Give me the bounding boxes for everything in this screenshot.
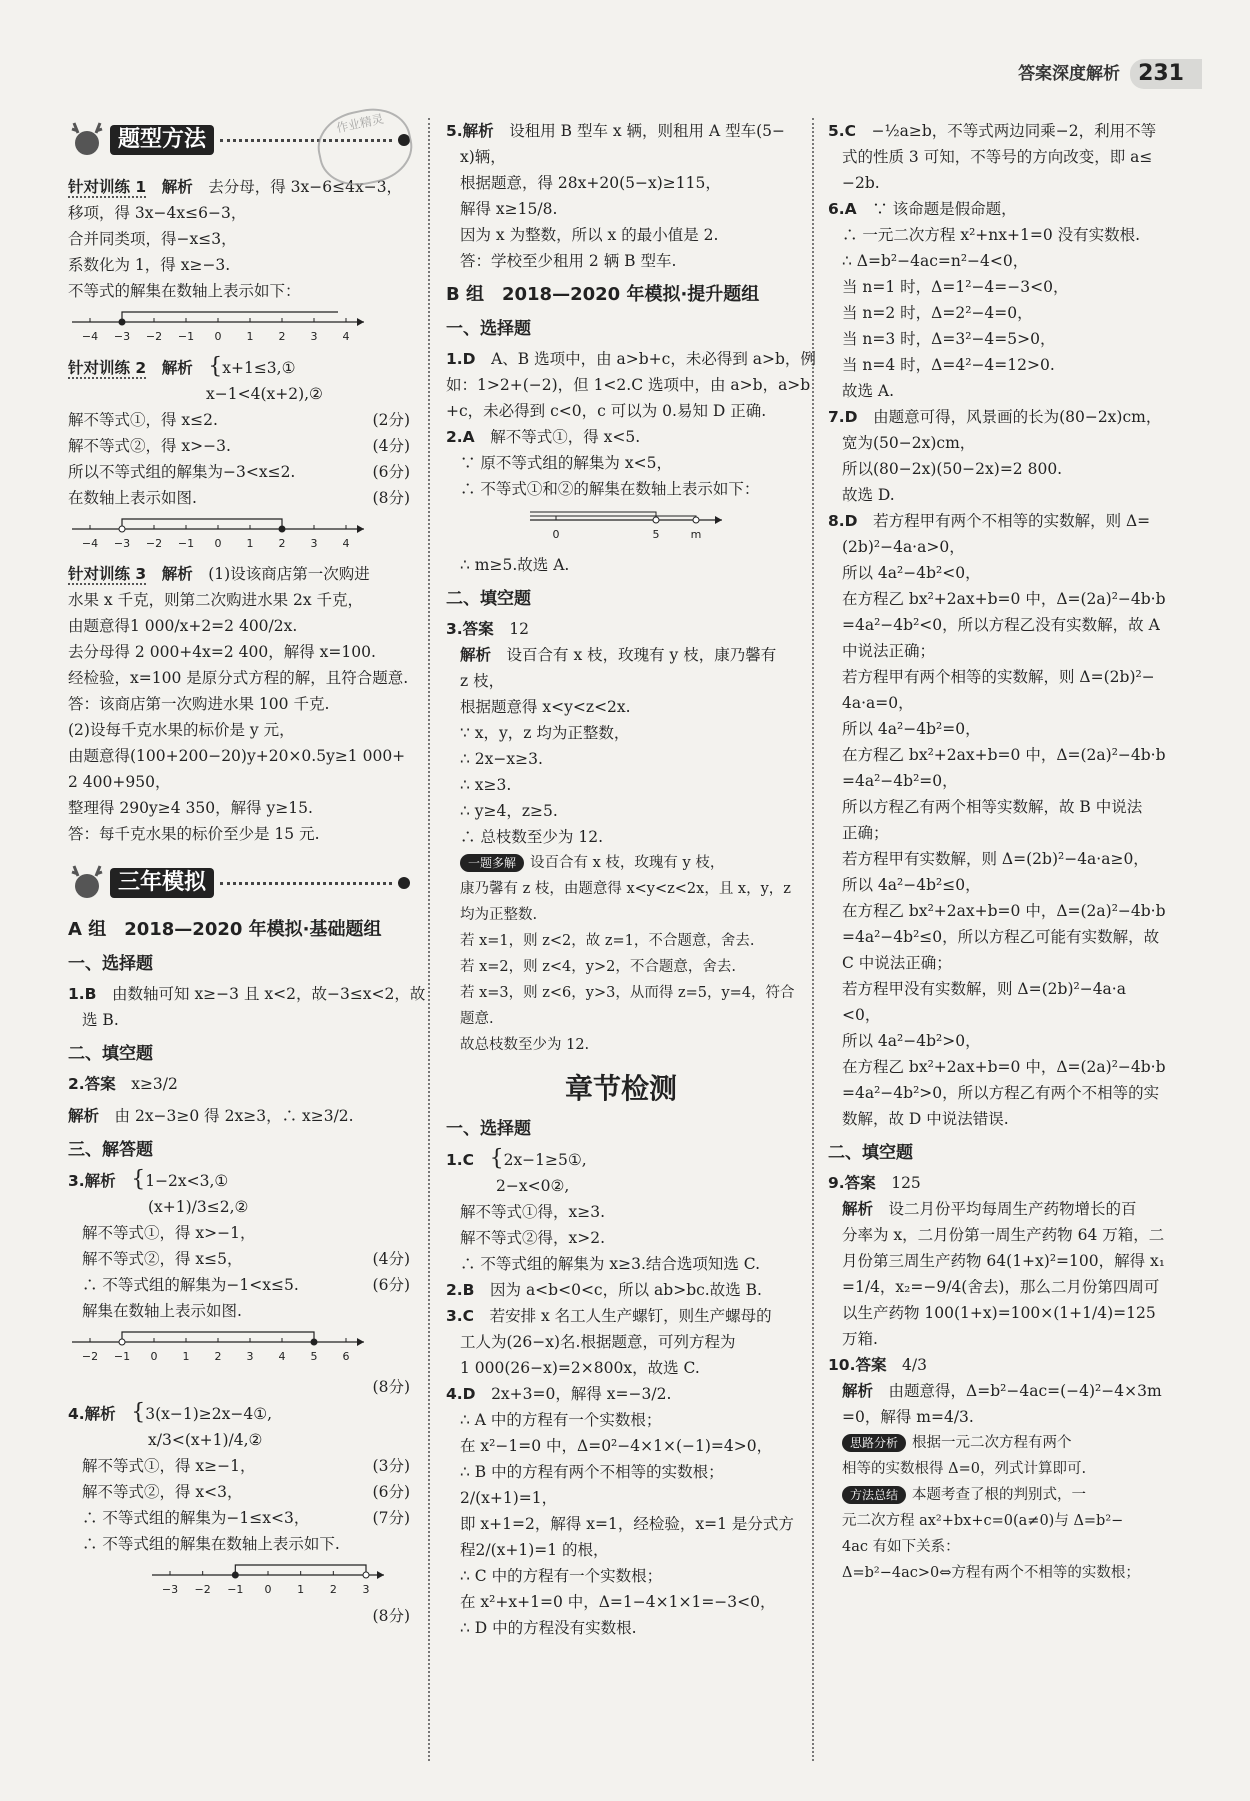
- column-3: 5.C −½a≥b，不等式两边同乘−2，利用不等 式的性质 3 可知，不等号的方向改变，即 a≤ −2b. 6.A ∵ 该命题是假命题， ∴ 一元二次方程 x²+nx+1=0 没有实数根. ∴ Δ=b²−4ac=n²−4<0， 当 n=1 时，Δ=1²−4=−3<0， 当 n=2 时，Δ=2²−4=0， 当 n=3 时，Δ=3²−4=5>0， 当 n=4 时，Δ=4²−4=12>0. 故选 A. 7.D 由题意可得，风景画的长为(80−2x)cm， 宽为(50−2x)cm， 所以(80−2x)(50−2x)=2 800. 故选 D. 8.D 若方程甲有两个不相等的实数解，则 Δ= (2b)²−4a·a>0， 所以 4a²−4b²<0， 在方程乙 bx²+2ax+b=0 中，Δ=(2a)²−4b·b =4a²−4b²<0，所以方程乙没有实数解，故 A 中说法正确； 若方程甲有两个相等的实数解，则 Δ=(2b)²− 4a·a=0， 所以 4a²−4b²=0， 在方程乙 bx²+2ax+b=0 中，Δ=(2a)²−4b·b =4a²−4b²=0， 所以方程乙有两个相等实数解，故 B 中说法 正确； 若方程甲有实数解，则 Δ=(2b)²−4a·a≥0， 所以 4a²−4b²≤0， 在方程乙 bx²+2ax+b=0 中，Δ=(2a)²−4b·b =4a²−4b²≤0，所以方程乙可能有实数解，故 C 中说法正确； 若方程甲没有实数解，则 Δ=(2b)²−4a·a <0， 所以 4a²−4b²>0， 在方程乙 bx²+2ax+b=0 中，Δ=(2a)²−4b·b =4a²−4b²>0，所以方程乙有两个不相等的实 数解，故 D 中说法错误. 二、填空题 9.答案 125 解析 设二月份平均每周生产药物增长的百 分率为 x，二月份第一周生产药物 64 万箱，二 月份第三周生产药物 64(1+x)²=100，解得 x₁ =1/4，x₂=−9/4(舍去)，那么二月份第四周可 以生产药物 100(1+x)=100×(1+1/4)=125 万箱. 10.答案 4/3 解析 由题意得，Δ=b²−4ac=(−4)²−4×3m =0，解得 m=4/3. 思路分析 根据一元二次方程有两个 相等的实数根得 Δ=0，列式计算即可. 方法总结 本题考查了根的判别式，一 元二次方程 ax²+bx+c=0(a≠0)与 Δ=b²− 4ac 有如下关系： Δ=b²−4ac>0⇔方程有两个不相等的实数根；: [828, 118, 1178, 1586]
- column-divider: [428, 118, 430, 1761]
- tick-label: 4: [342, 330, 350, 343]
- endpoint: [232, 1572, 238, 1578]
- header-title: 答案深度解析: [1018, 64, 1121, 84]
- section-heading: 二、填空题: [828, 1143, 913, 1163]
- tick-label: 0: [150, 1350, 158, 1363]
- tick-label: −2: [81, 1350, 99, 1363]
- tick-label: 2: [278, 537, 286, 550]
- tick-label: −1: [177, 537, 195, 550]
- section-banner-mock: [68, 861, 410, 905]
- arrow-icon: [357, 1338, 364, 1346]
- tick-label: −3: [161, 1583, 179, 1595]
- tick-label: −1: [227, 1583, 244, 1595]
- column-1: 题型方法 作业精灵 针对训练 1 解析 去分母，得 3x−6≤4x−3， 移项，得 3x−4x≤6−3， 合并同类项，得−x≤3， 系数化为 1，得 x≥−3. 不等式的解集在数轴上表示如下： −4 −3 −2 −1 0 1 2 3 4 针对训练 2 解析 {x+1≤3,① x−1<4(x+2),② 解不等式①，得 x≤2. (2分) 解不等式②，得 x>−3. (4分) 所以不等式组的解集为−3<x≤2. (6分) 在数轴上表示如图. (8分) −4 −3 −2 −1 0 1 2 3 4 针对训练 3 解析 (1)设该商店第一次购进 水果 x 千克，则第二次购进水果 2x 千克， 由题意得1 000/x+2=2 400/2x. 去分母得 2 000+4x=2 400，解得 x=100. 经检验，x=100 是原分式方程的解，且符合题意. 答：该商店第一次购进水果 100 千克. (2)设每千克水果的标价是 y 元， 由题意得(100+200−20)y+20×0.5y≥1 000+ 2 400+950， 整理得 290y≥4 350，解得 y≥15. 答：每千克水果的标价至少是 15 元. 三年模拟 A 组 2018—2020 年模拟·基础题组 一、选择题 1.B 由数轴可知 x≥−3 且 x<2，故−3≤x<2，故 选 B. 二、填空题 2.答案 x≥3/2 解析 由 2x−3≥0 得 2x≥3，∴ x≥3/2. 三、解答题 3.解析 {1−2x<3,① (x+1)/3≤2,② 解不等式①，得 x>−1， 解不等式②，得 x≤5， (4分) ∴ 不等式组的解集为−1<x≤5. (6分) 解集在数轴上表示如图. −2 −1 0 1 2 3 4 5 6 (8分) 4.解析 {3(x−1)≥2x−4①, x/3<(x+1)/4,② 解不等式①，得 x≥−1， (3分) 解不等式②，得 x<3， (6分) ∴ 不等式组的解集为−1≤x<3， (7分) ∴ 不等式组的解集在数轴上表示如下. −3 −2 −1 0 1 2 3 (8分): [68, 118, 410, 1629]
- tick-label: −3: [113, 537, 131, 550]
- page-header: [1018, 56, 1202, 92]
- column-2: 5.解析 设租用 B 型车 x 辆，则租用 A 型车(5− x)辆， 根据题意，得 28x+20(5−x)≥115， 解得 x≥15/8. 因为 x 为整数，所以 x 的最小值是 2. 答：学校至少租用 2 辆 B 型车. B 组 2018—2020 年模拟·提升题组 一、选择题 1.D A、B 选项中，由 a>b+c，未必得到 a>b，例 如：1>2+(−2)，但 1<2.C 选项中，由 a>b，a>b +c，未必得到 c<0，c 可以为 0.易知 D 正确. 2.A 解不等式①，得 x<5. ∵ 原不等式组的解集为 x<5， ∴ 不等式①和②的解集在数轴上表示如下： 0 5 m ∴ m≥5.故选 A. 二、填空题 3.答案 12 解析 设百合有 x 枝，玫瑰有 y 枝，康乃馨有 z 枝， 根据题意得 x<y<z<2x. ∵ x，y，z 均为正整数， ∴ 2x−x≥3. ∴ x≥3. ∴ y≥4，z≥5. ∴ 总枝数至少为 12. 一题多解 设百合有 x 枝，玫瑰有 y 枝， 康乃馨有 z 枝，由题意得 x<y<z<2x，且 x，y，z 均为正整数. 若 x=1，则 z<2，故 z=1，不合题意，舍去. 若 x=2，则 z<4，y>2，不合题意，舍去. 若 x=3，则 z<6，y>3，从而得 z=5，y=4，符合 题意. 故总枝数至少为 12. 章节检测 一、选择题 1.C {2x−1≥5①, 2−x<0②, 解不等式①得，x≥3. 解不等式②得，x>2. ∴ 不等式组的解集为 x≥3.结合选项知选 C. 2.B 因为 a<b<0<c，所以 ab>bc.故选 B. 3.C 若安排 x 名工人生产螺钉，则生产螺母的 工人为(26−x)名.根据题意，可列方程为 1 000(26−x)=2×800x，故选 C. 4.D 2x+3=0，解得 x=−3/2. ∴ A 中的方程有一个实数根； 在 x²−1=0 中，Δ=0²−4×1×(−1)=4>0， ∴ B 中的方程有两个不相等的实数根； 2/(x+1)=1， 即 x+1=2，解得 x=1，经检验，x=1 是分式方 程2/(x+1)=1 的根， ∴ C 中的方程有一个实数根； 在 x²+x+1=0 中，Δ=1−4×1×1=−3<0， ∴ D 中的方程没有实数根.: [446, 122, 816, 1637]
- section-heading: 一、选择题: [446, 319, 531, 339]
- thinking-analysis-box: 思路分析 根据一元二次方程有两个 相等的实数根得 Δ=0，列式计算即可.: [842, 1435, 1087, 1477]
- arrow-icon: [715, 516, 722, 524]
- banner-title: 三年模拟: [110, 868, 214, 898]
- tick-label: 6: [342, 1350, 350, 1363]
- endpoint: [279, 526, 285, 532]
- arrow-icon: [377, 1571, 384, 1579]
- tick-label: −3: [113, 330, 131, 343]
- chapter-test-title: 章节检测: [564, 1072, 677, 1105]
- tick-label: −2: [145, 537, 163, 550]
- number-line-5: [526, 508, 726, 544]
- reindeer-icon: [68, 864, 106, 902]
- number-line-3: [68, 1330, 368, 1366]
- section-heading: 二、填空题: [68, 1044, 153, 1064]
- endpoint: [119, 319, 125, 325]
- number-line-1: [68, 310, 368, 346]
- tick-label: 2: [329, 1583, 337, 1595]
- tick-label: −4: [81, 330, 99, 343]
- number-line-2: [68, 517, 368, 553]
- endpoint: [311, 1339, 317, 1345]
- group-b-title: B 组 2018—2020 年模拟·提升题组: [446, 284, 760, 305]
- multi-solution-box: 一题多解 设百合有 x 枝，玫瑰有 y 枝， 康乃馨有 z 枝，由题意得 x<y<z<2x，且 x，y，z 均为正整数. 若 x=1，则 z<2，故 z=1，不合题意，舍去. 若 x=2，则 z<4，y>2，不合题意，舍去. 若 x=3，则 z<6，y>3，从而得 z=5，y=4，符合 题意. 故总枝数至少为 12.: [460, 855, 795, 1053]
- section-heading: 一、选择题: [446, 1119, 531, 1139]
- tick-label: 3: [310, 330, 318, 343]
- endpoint: [119, 1339, 125, 1345]
- tick-label: 5: [310, 1350, 318, 1363]
- endpoint: [653, 517, 659, 523]
- solution-range: [122, 519, 282, 529]
- tick-label: 1: [182, 1350, 190, 1363]
- tick-label: 1: [246, 330, 254, 343]
- endpoint: [363, 1572, 369, 1578]
- tick-label: −4: [81, 537, 99, 550]
- page-number: 231: [1130, 59, 1202, 89]
- tick-label: 0: [214, 537, 222, 550]
- tick-label: −1: [113, 1350, 131, 1363]
- tick-label: 3: [362, 1583, 370, 1595]
- section-banner-methods: [68, 111, 410, 162]
- tick-label: 1: [297, 1583, 305, 1595]
- banner-title: 题型方法: [110, 125, 214, 155]
- section-heading: 三、解答题: [68, 1140, 153, 1160]
- tick-label: 2: [278, 330, 286, 343]
- tick-label: 4: [342, 537, 350, 550]
- method-summary-box: 方法总结 本题考查了根的判别式，一 元二次方程 ax²+bx+c=0(a≠0)与 Δ=b²− 4ac 有如下关系： Δ=b²−4ac>0⇔方程有两个不相等的实数根；: [842, 1487, 1140, 1581]
- tick-label: −2: [145, 330, 163, 343]
- tick-label: 0: [214, 330, 222, 343]
- arrow-icon: [357, 525, 364, 533]
- watermark-stamp: 作业精灵: [311, 101, 418, 193]
- tick-label: −2: [194, 1583, 211, 1595]
- group-a-title: A 组 2018—2020 年模拟·基础题组: [68, 919, 382, 940]
- method-badge: 方法总结: [842, 1486, 906, 1504]
- tick-label: 1: [246, 537, 254, 550]
- tick-label: 3: [310, 537, 318, 550]
- tick-label: 2: [214, 1350, 222, 1363]
- tick-label: 3: [246, 1350, 254, 1363]
- endpoint: [693, 517, 699, 523]
- tick-label: 0: [552, 528, 560, 541]
- section-heading: 二、填空题: [446, 589, 531, 609]
- tick-label: 4: [278, 1350, 286, 1363]
- multi-solution-badge: 一题多解: [460, 854, 524, 872]
- endpoint: [119, 526, 125, 532]
- number-line-4: [148, 1563, 388, 1595]
- section-heading: 一、选择题: [68, 954, 153, 974]
- reindeer-icon: [68, 121, 106, 159]
- tick-label: 5: [652, 528, 660, 541]
- tick-label: 0: [264, 1583, 272, 1595]
- tick-label: −1: [177, 330, 195, 343]
- arrow-icon: [357, 318, 364, 326]
- thinking-badge: 思路分析: [842, 1434, 906, 1452]
- tick-label: m: [690, 528, 702, 541]
